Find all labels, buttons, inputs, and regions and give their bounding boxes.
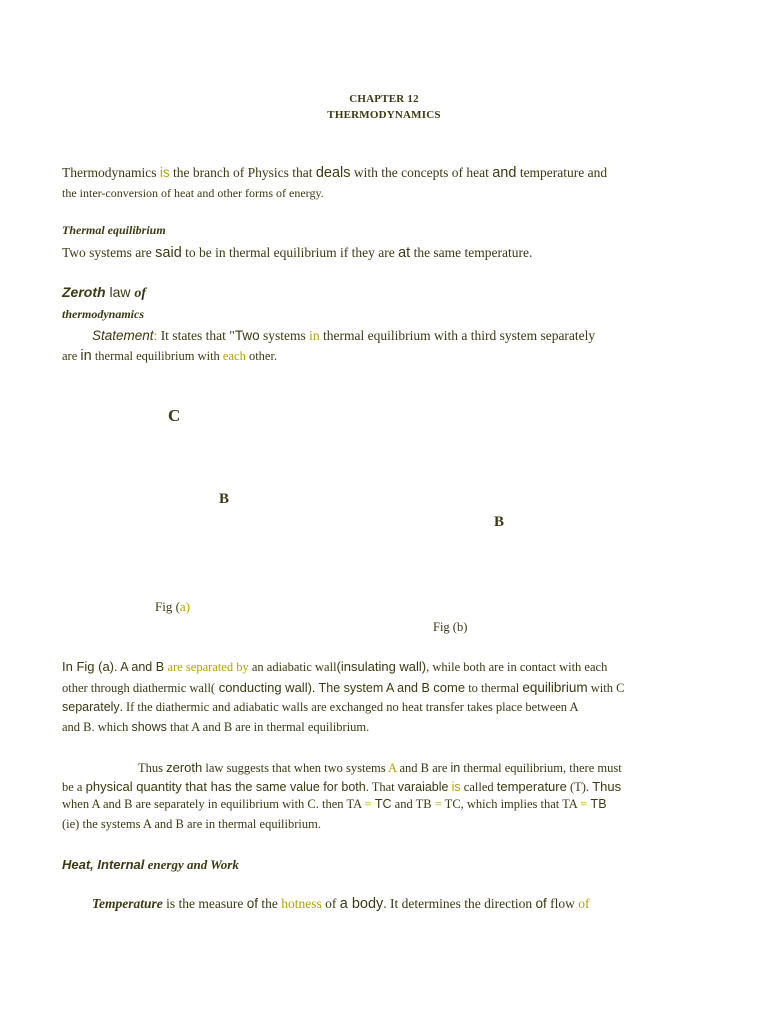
figure-label-c: C bbox=[168, 406, 181, 425]
zeroth-para-line-2: be a physical quantity that has the same value for both. That varaiable is called temperature (T). Thus bbox=[62, 779, 622, 794]
zeroth-statement-line-1: Statement: It states that "Two systems in thermal equilibrium with a third system separately bbox=[92, 328, 596, 343]
zeroth-para-line-3: when A and B are separately in equilibrium with C. then TA = TC and TB = TC, which implies that TA = TB bbox=[62, 797, 607, 811]
figure-caption-b: Fig (b) bbox=[433, 620, 468, 634]
fig-text-line-1: In Fig (a). A and B are separated by an adiabatic wall(insulating wall), while both are in contact with each bbox=[62, 659, 608, 674]
zeroth-para-line-4: (ie) the systems A and B are in thermal equilibrium. bbox=[62, 817, 321, 831]
chapter-number: CHAPTER 12 bbox=[349, 93, 419, 105]
chapter-title: THERMODYNAMICS bbox=[327, 109, 441, 121]
zeroth-para-line-1: Thus zeroth law suggests that when two systems A and B are in thermal equilibrium, there must bbox=[138, 760, 622, 775]
zeroth-statement-line-2: are in thermal equilibrium with each other. bbox=[62, 348, 278, 364]
heat-heading: Heat, Internal energy and Work bbox=[62, 857, 239, 872]
temperature-line-1: Temperature is the measure of the hotness of a body. It determines the direction of flow of bbox=[92, 896, 590, 912]
thermal-equilibrium-heading: Thermal equilibrium bbox=[62, 223, 166, 237]
fig-text-line-4: and B. which shows that A and B are in thermal equilibrium. bbox=[62, 720, 370, 734]
figure-label-b-left: B bbox=[219, 491, 230, 507]
figure-caption-a: Fig (a) bbox=[155, 599, 191, 614]
fig-text-line-2: other through diathermic wall( conducting wall). The system A and B come to thermal equilibrium with C bbox=[62, 680, 625, 695]
zeroth-law-heading: Zeroth law of bbox=[62, 284, 147, 301]
zeroth-law-heading-2: thermodynamics bbox=[62, 307, 145, 321]
intro-line-2: the inter-conversion of heat and other forms of energy. bbox=[62, 186, 324, 200]
intro-line-1: Thermodynamics is the branch of Physics that deals with the concepts of heat and temperature and bbox=[62, 165, 608, 181]
thermal-equilibrium-definition: Two systems are said to be in thermal equilibrium if they are at the same temperature. bbox=[62, 245, 533, 261]
figure-label-b-right: B bbox=[494, 514, 505, 530]
fig-text-line-3: separately. If the diathermic and adiabatic walls are exchanged no heat transfer takes place between A bbox=[62, 700, 579, 714]
